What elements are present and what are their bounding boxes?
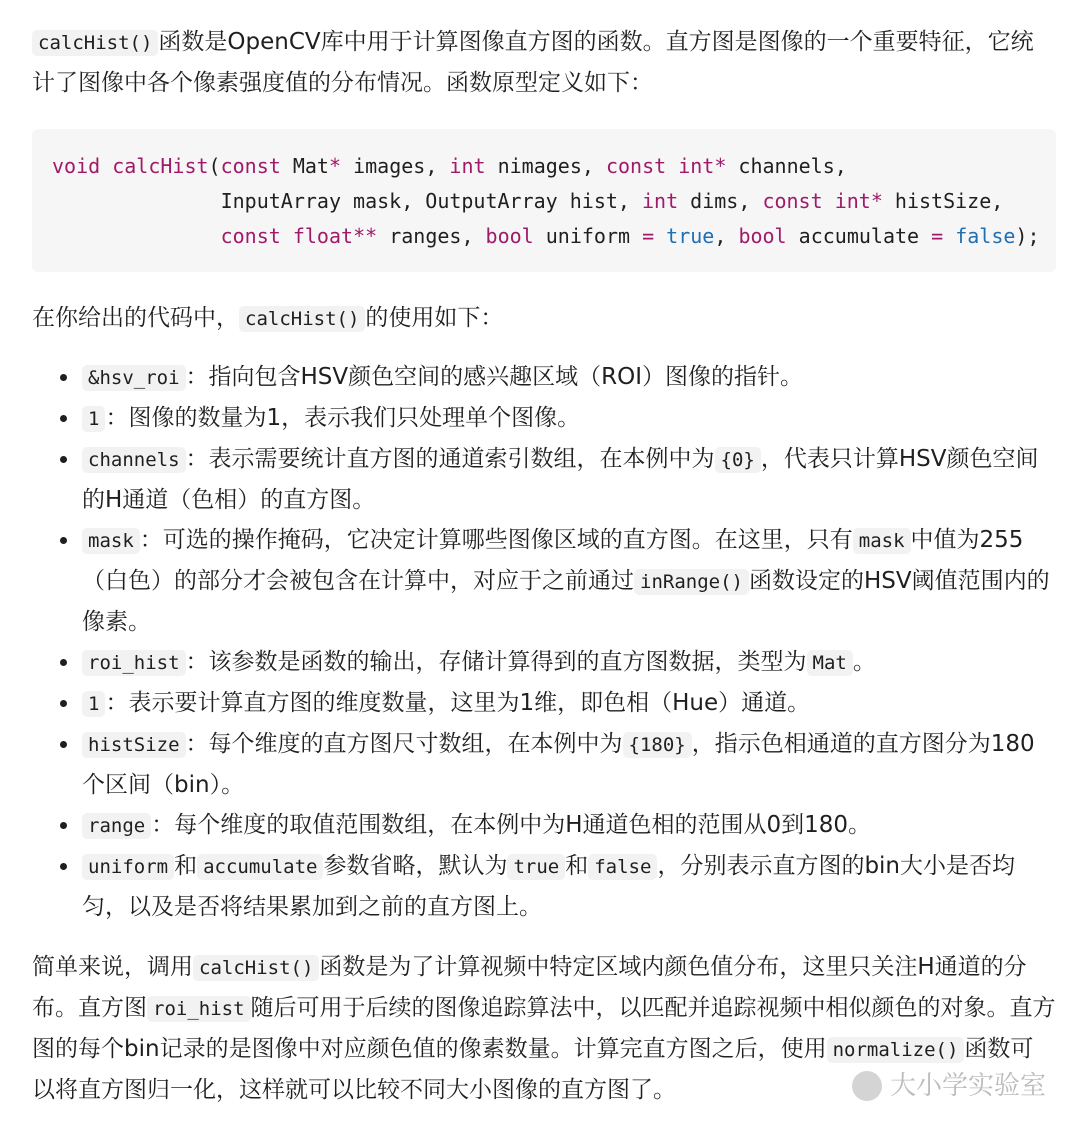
code-token: histSize, — [882, 189, 1004, 213]
wechat-logo-icon — [852, 1071, 882, 1101]
code-block-prototype — [32, 129, 1056, 272]
inline-code: calcHist() — [193, 955, 319, 981]
article-body — [32, 22, 1056, 1110]
code-token: uniform — [533, 224, 643, 248]
inline-code: uniform — [82, 854, 174, 880]
inline-code: roi_hist — [82, 650, 186, 676]
code-token — [654, 224, 666, 248]
code-token: accumulate — [786, 224, 932, 248]
list-text: ，分别表示直方图的bin大小是否均匀，以及是否将结果累加到之前的直方图上。 — [82, 853, 1016, 920]
watermark — [852, 1066, 1046, 1106]
summary-text: 随后可用于后续的图像追踪算法中，以匹配并追踪视频中相似颜色的对象。直方图的每个bin记录的是图像中对应颜色值的像素数量。计算完直方图之后，使用 — [32, 995, 1056, 1062]
code-token: Mat — [280, 154, 329, 178]
inline-code: 1 — [82, 691, 105, 717]
inline-code: histSize — [82, 732, 186, 758]
list-text: ：图像的数量为1，表示我们只处理单个图像。 — [105, 405, 581, 431]
code-token: bool — [485, 224, 534, 248]
inline-code: inRange() — [634, 569, 749, 595]
watermark-text: 大小学实验室 — [889, 1071, 1046, 1101]
code-token: ); — [1015, 224, 1040, 248]
code-line-2 — [52, 184, 1036, 219]
parameter-list — [32, 357, 1056, 927]
list-text: 和 — [174, 853, 198, 879]
inline-code: mask — [82, 528, 140, 554]
list-item — [82, 805, 1056, 846]
list-text: ：表示要计算直方图的维度数量，这里为1维，即色相（Hue）通道。 — [105, 690, 811, 716]
code-token: int — [449, 154, 486, 178]
summary-text: 简单来说，调用 — [32, 954, 193, 980]
code-token: ( — [208, 154, 221, 178]
code-token — [666, 154, 678, 178]
list-text: ：每个维度的取值范围数组，在本例中为H通道色相的范围从0到180。 — [151, 812, 872, 838]
summary-text: 函数是为了计算视频中特定区域内颜色值分布，这里只关注H通道的分布。直方图 — [32, 954, 1027, 1021]
usage-paragraph — [32, 298, 1056, 339]
code-token — [52, 224, 221, 248]
code-token: ranges, — [377, 224, 486, 248]
list-text: 和 — [565, 853, 589, 879]
code-token — [281, 224, 293, 248]
list-item — [82, 398, 1056, 439]
code-token — [823, 189, 835, 213]
list-text: 。 — [852, 649, 876, 675]
code-token: = — [931, 224, 944, 248]
code-token: const — [220, 224, 281, 248]
code-token: = — [642, 224, 655, 248]
inline-code: normalize() — [827, 1037, 965, 1063]
code-token — [100, 154, 112, 178]
code-line-3 — [52, 219, 1040, 254]
code-token: float — [292, 224, 354, 248]
inline-code: 1 — [82, 406, 105, 432]
list-text: ：可选的操作掩码，它决定计算哪些图像区域的直方图。在这里，只有 — [139, 527, 853, 553]
code-token: dims, — [678, 189, 763, 213]
usage-text: 的使用如下： — [365, 305, 504, 331]
list-text: ，代表只计算HSV颜色空间的H通道（色相）的直方图。 — [82, 446, 1039, 513]
code-token: true — [666, 224, 715, 248]
code-token: const — [605, 154, 667, 178]
intro-text: 函数是OpenCV库中用于计算图像直方图的函数。直方图是图像的一个重要特征，它统计了图像中各个像素强度值的分布情况。函数原型定义如下： — [32, 29, 1034, 96]
list-text: 参数省略，默认为 — [323, 853, 508, 879]
inline-code: {0} — [715, 447, 761, 473]
list-item — [82, 357, 1056, 398]
code-token: int — [678, 154, 715, 178]
inline-code: false — [588, 854, 657, 880]
inline-code: channels — [82, 447, 186, 473]
list-text: ：该参数是函数的输出，存储计算得到的直方图数据，类型为 — [185, 649, 807, 675]
list-item — [82, 439, 1056, 520]
list-item — [82, 520, 1056, 642]
list-text: ：表示需要统计直方图的通道索引数组，在本例中为 — [185, 446, 715, 472]
code-token: InputArray mask, OutputArray hist, — [52, 189, 643, 213]
list-item — [82, 724, 1056, 805]
summary-text: 函数可以将直方图归一化，这样就可以比较不同大小图像的直方图了。 — [32, 1036, 1034, 1103]
code-token: bool — [738, 224, 787, 248]
list-item — [82, 846, 1056, 927]
inline-code: range — [82, 813, 151, 839]
inline-code-calchist: calcHist() — [32, 30, 158, 56]
code-token: nimages, — [485, 154, 606, 178]
code-token: * — [714, 154, 727, 178]
inline-code: Mat — [807, 650, 853, 676]
code-token: channels, — [726, 154, 847, 178]
code-token: * — [328, 154, 342, 178]
usage-text: 在你给出的代码中， — [32, 305, 239, 331]
list-text: 函数设定的HSV阈值范围内的像素。 — [82, 568, 1050, 635]
inline-code: true — [507, 854, 565, 880]
code-line-1 — [52, 149, 1036, 184]
inline-code: {180} — [623, 732, 692, 758]
list-text: ：指向包含HSV颜色空间的感兴趣区域（ROI）图像的指针。 — [185, 364, 804, 390]
code-token: calcHist — [112, 154, 209, 178]
code-token: * — [870, 189, 883, 213]
list-text: 中值为255（白色）的部分才会被包含在计算中，对应于之前通过 — [82, 527, 1024, 594]
code-token: void — [52, 154, 101, 178]
code-token: false — [955, 224, 1016, 248]
list-text: ：每个维度的直方图尺寸数组，在本例中为 — [185, 731, 623, 757]
inline-code-calchist: calcHist() — [239, 306, 365, 332]
code-token: int — [834, 189, 871, 213]
inline-code: mask — [853, 528, 911, 554]
inline-code: accumulate — [197, 854, 323, 880]
code-token: const — [220, 154, 281, 178]
list-item — [82, 683, 1056, 724]
list-item — [82, 642, 1056, 683]
code-token: , — [714, 224, 739, 248]
code-token: int — [642, 189, 679, 213]
code-token: ** — [353, 224, 378, 248]
intro-paragraph — [32, 22, 1056, 103]
list-text: ，指示色相通道的直方图分为180个区间（bin）。 — [82, 731, 1035, 798]
inline-code: &hsv_roi — [82, 365, 186, 391]
code-token: const — [762, 189, 823, 213]
code-token: images, — [341, 154, 450, 178]
code-token — [943, 224, 955, 248]
inline-code: roi_hist — [147, 996, 251, 1022]
